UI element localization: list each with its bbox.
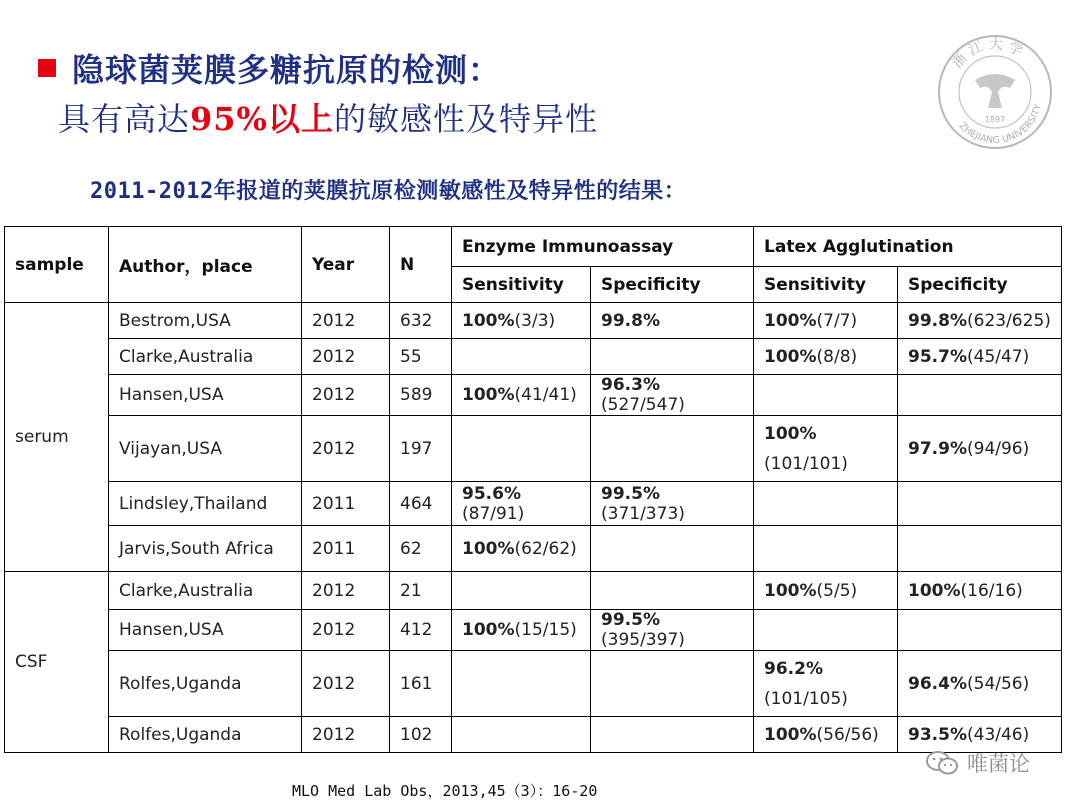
la-spec-cell bbox=[898, 572, 1062, 610]
heading-line2-post: 的敏感性及特异性 bbox=[333, 100, 598, 138]
year-cell: 2012 bbox=[302, 610, 390, 651]
eia-spec-cell bbox=[591, 482, 754, 526]
author-cell: Hansen,USA bbox=[109, 375, 302, 416]
heading-highlight: 95%以上 bbox=[190, 100, 334, 138]
year-cell: 2012 bbox=[302, 717, 390, 753]
table-row bbox=[5, 526, 1062, 572]
percent-value: 96.3% bbox=[601, 375, 660, 395]
eia-sens-cell bbox=[452, 375, 591, 416]
percent-value: 100% bbox=[764, 724, 817, 745]
n-cell: 161 bbox=[390, 651, 452, 717]
header-latex: Latex Agglutination bbox=[754, 227, 1062, 267]
la-spec-cell bbox=[898, 610, 1062, 651]
n-cell: 55 bbox=[390, 339, 452, 375]
table-caption: 2011-2012年报道的荚膜抗原检测敏感性及特异性的结果： bbox=[90, 179, 687, 204]
seal-bottom-text: ZHEJIANG UNIVERSITY bbox=[956, 103, 1045, 147]
fraction-value: (8/8) bbox=[816, 346, 858, 367]
fraction-value: (16/16) bbox=[960, 580, 1023, 601]
header-sample: sample bbox=[5, 227, 109, 303]
percent-value: 97.9% bbox=[908, 438, 967, 459]
year-cell: 2012 bbox=[302, 375, 390, 416]
la-sens-cell bbox=[754, 416, 898, 482]
year-cell: 2011 bbox=[302, 482, 390, 526]
square-bullet-icon bbox=[38, 59, 56, 77]
header-la-sensitivity: Sensitivity bbox=[754, 267, 898, 303]
percent-value: 95.6% bbox=[462, 483, 521, 504]
year-cell: 2012 bbox=[302, 651, 390, 717]
fraction-value: (94/96) bbox=[967, 438, 1030, 459]
table-row bbox=[5, 375, 1062, 416]
eia-sens-cell bbox=[452, 303, 591, 339]
la-sens-cell bbox=[754, 610, 898, 651]
percent-value: 100% bbox=[462, 310, 515, 331]
la-spec-cell bbox=[898, 482, 1062, 526]
table-row bbox=[5, 572, 1062, 610]
fraction-value: (101/105) bbox=[764, 688, 848, 709]
fraction-value: (3/3) bbox=[514, 310, 556, 331]
author-cell: Vijayan,USA bbox=[109, 416, 302, 482]
fraction-value: (7/7) bbox=[816, 310, 858, 331]
header-la-specificity: Specificity bbox=[898, 267, 1062, 303]
author-cell: Clarke,Australia bbox=[109, 339, 302, 375]
table-row bbox=[5, 416, 1062, 482]
percent-value: 96.4% bbox=[908, 673, 967, 694]
n-cell: 589 bbox=[390, 375, 452, 416]
header-eia-sensitivity: Sensitivity bbox=[452, 267, 591, 303]
percent-value: 100% bbox=[462, 385, 515, 405]
header-year: Year bbox=[302, 227, 390, 303]
watermark bbox=[925, 748, 1030, 778]
eia-sens-cell bbox=[452, 339, 591, 375]
header-eia-specificity: Specificity bbox=[591, 267, 754, 303]
heading-title: 隐球菌荚膜多糖抗原的检测： bbox=[72, 51, 502, 89]
eia-spec-cell bbox=[591, 303, 754, 339]
year-cell: 2012 bbox=[302, 339, 390, 375]
la-spec-cell bbox=[898, 416, 1062, 482]
percent-value: 100% bbox=[462, 538, 515, 559]
eia-sens-cell bbox=[452, 717, 591, 753]
author-cell: Rolfes,Uganda bbox=[109, 717, 302, 753]
fraction-value: (56/56) bbox=[816, 724, 879, 745]
table-row bbox=[5, 717, 1062, 753]
heading-line-2 bbox=[58, 94, 598, 140]
zhejiang-university-seal-icon bbox=[930, 30, 1060, 150]
fraction-value: (87/91) bbox=[462, 503, 525, 524]
sample-group-cell: serum bbox=[5, 303, 109, 572]
percent-value: 100% bbox=[764, 580, 817, 601]
la-spec-cell bbox=[898, 651, 1062, 717]
fraction-value: (45/47) bbox=[967, 346, 1030, 367]
header-n: N bbox=[390, 227, 452, 303]
la-spec-cell bbox=[898, 375, 1062, 416]
percent-value: 100% bbox=[462, 620, 515, 640]
eia-sens-cell bbox=[452, 482, 591, 526]
wechat-icon bbox=[925, 749, 959, 777]
fraction-value: (101/101) bbox=[764, 453, 848, 474]
percent-value: 93.5% bbox=[908, 724, 967, 745]
author-cell: Rolfes,Uganda bbox=[109, 651, 302, 717]
n-cell: 102 bbox=[390, 717, 452, 753]
la-sens-cell bbox=[754, 572, 898, 610]
fraction-value: (41/41) bbox=[514, 385, 577, 405]
fraction-value: (62/62) bbox=[514, 538, 577, 559]
percent-value: 100% bbox=[764, 346, 817, 367]
eia-spec-cell bbox=[591, 610, 754, 651]
eia-spec-cell bbox=[591, 526, 754, 572]
la-spec-cell bbox=[898, 339, 1062, 375]
eia-sens-cell bbox=[452, 651, 591, 717]
table-row bbox=[5, 482, 1062, 526]
header-eia: Enzyme Immunoassay bbox=[452, 227, 754, 267]
percent-value: 99.5% bbox=[601, 483, 660, 504]
percent-value: 95.7% bbox=[908, 346, 967, 367]
eia-sens-cell bbox=[452, 610, 591, 651]
author-cell: Hansen,USA bbox=[109, 610, 302, 651]
la-sens-cell bbox=[754, 303, 898, 339]
la-sens-cell bbox=[754, 651, 898, 717]
percent-value: 99.8% bbox=[908, 310, 967, 331]
table-row bbox=[5, 610, 1062, 651]
fraction-value: (5/5) bbox=[816, 580, 858, 601]
percent-value: 99.8% bbox=[601, 310, 660, 331]
n-cell: 412 bbox=[390, 610, 452, 651]
la-sens-cell bbox=[754, 339, 898, 375]
table-row bbox=[5, 651, 1062, 717]
year-cell: 2012 bbox=[302, 303, 390, 339]
percent-value: 100% bbox=[764, 310, 817, 331]
eia-spec-cell bbox=[591, 651, 754, 717]
results-table bbox=[4, 226, 1062, 753]
year-cell: 2011 bbox=[302, 526, 390, 572]
fraction-value: (395/397) bbox=[601, 630, 685, 650]
header-row-1 bbox=[5, 227, 1062, 267]
fraction-value: (54/56) bbox=[967, 673, 1030, 694]
la-sens-cell bbox=[754, 526, 898, 572]
author-cell: Clarke,Australia bbox=[109, 572, 302, 610]
eia-spec-cell bbox=[591, 572, 754, 610]
eia-sens-cell bbox=[452, 526, 591, 572]
la-sens-cell bbox=[754, 482, 898, 526]
eia-spec-cell bbox=[591, 375, 754, 416]
fraction-value: (15/15) bbox=[514, 620, 577, 640]
la-spec-cell bbox=[898, 303, 1062, 339]
table-row bbox=[5, 303, 1062, 339]
slide-heading bbox=[38, 46, 598, 140]
citation: MLO Med Lab Obs，2013,45（3）：16-20 bbox=[292, 782, 598, 800]
n-cell: 197 bbox=[390, 416, 452, 482]
n-cell: 632 bbox=[390, 303, 452, 339]
year-cell: 2012 bbox=[302, 572, 390, 610]
eia-sens-cell bbox=[452, 416, 591, 482]
fraction-value: (371/373) bbox=[601, 503, 685, 524]
percent-value: 100% bbox=[908, 580, 961, 601]
la-sens-cell bbox=[754, 717, 898, 753]
la-spec-cell bbox=[898, 526, 1062, 572]
heading-line2-pre: 具有高达 bbox=[58, 100, 191, 138]
n-cell: 464 bbox=[390, 482, 452, 526]
eia-sens-cell bbox=[452, 572, 591, 610]
author-cell: Lindsley,Thailand bbox=[109, 482, 302, 526]
sample-group-cell: CSF bbox=[5, 572, 109, 753]
n-cell: 21 bbox=[390, 572, 452, 610]
fraction-value: (527/547) bbox=[601, 395, 685, 415]
seal-top-text: 浙 江 大 学 bbox=[949, 36, 1026, 72]
n-cell: 62 bbox=[390, 526, 452, 572]
watermark-text: 唯菌论 bbox=[967, 752, 1030, 776]
author-cell: Bestrom,USA bbox=[109, 303, 302, 339]
eia-spec-cell bbox=[591, 717, 754, 753]
heading-line-1 bbox=[38, 46, 598, 90]
year-cell: 2012 bbox=[302, 416, 390, 482]
author-cell: Jarvis,South Africa bbox=[109, 526, 302, 572]
eia-spec-cell bbox=[591, 339, 754, 375]
percent-value: 99.5% bbox=[601, 610, 660, 630]
fraction-value: (43/46) bbox=[967, 724, 1030, 745]
percent-value: 100% bbox=[764, 423, 817, 444]
eia-spec-cell bbox=[591, 416, 754, 482]
table-row bbox=[5, 339, 1062, 375]
header-author: Author，place bbox=[109, 227, 302, 303]
fraction-value: (623/625) bbox=[967, 310, 1051, 331]
percent-value: 96.2% bbox=[764, 658, 823, 679]
seal-year: 1897 bbox=[984, 115, 1006, 124]
la-sens-cell bbox=[754, 375, 898, 416]
